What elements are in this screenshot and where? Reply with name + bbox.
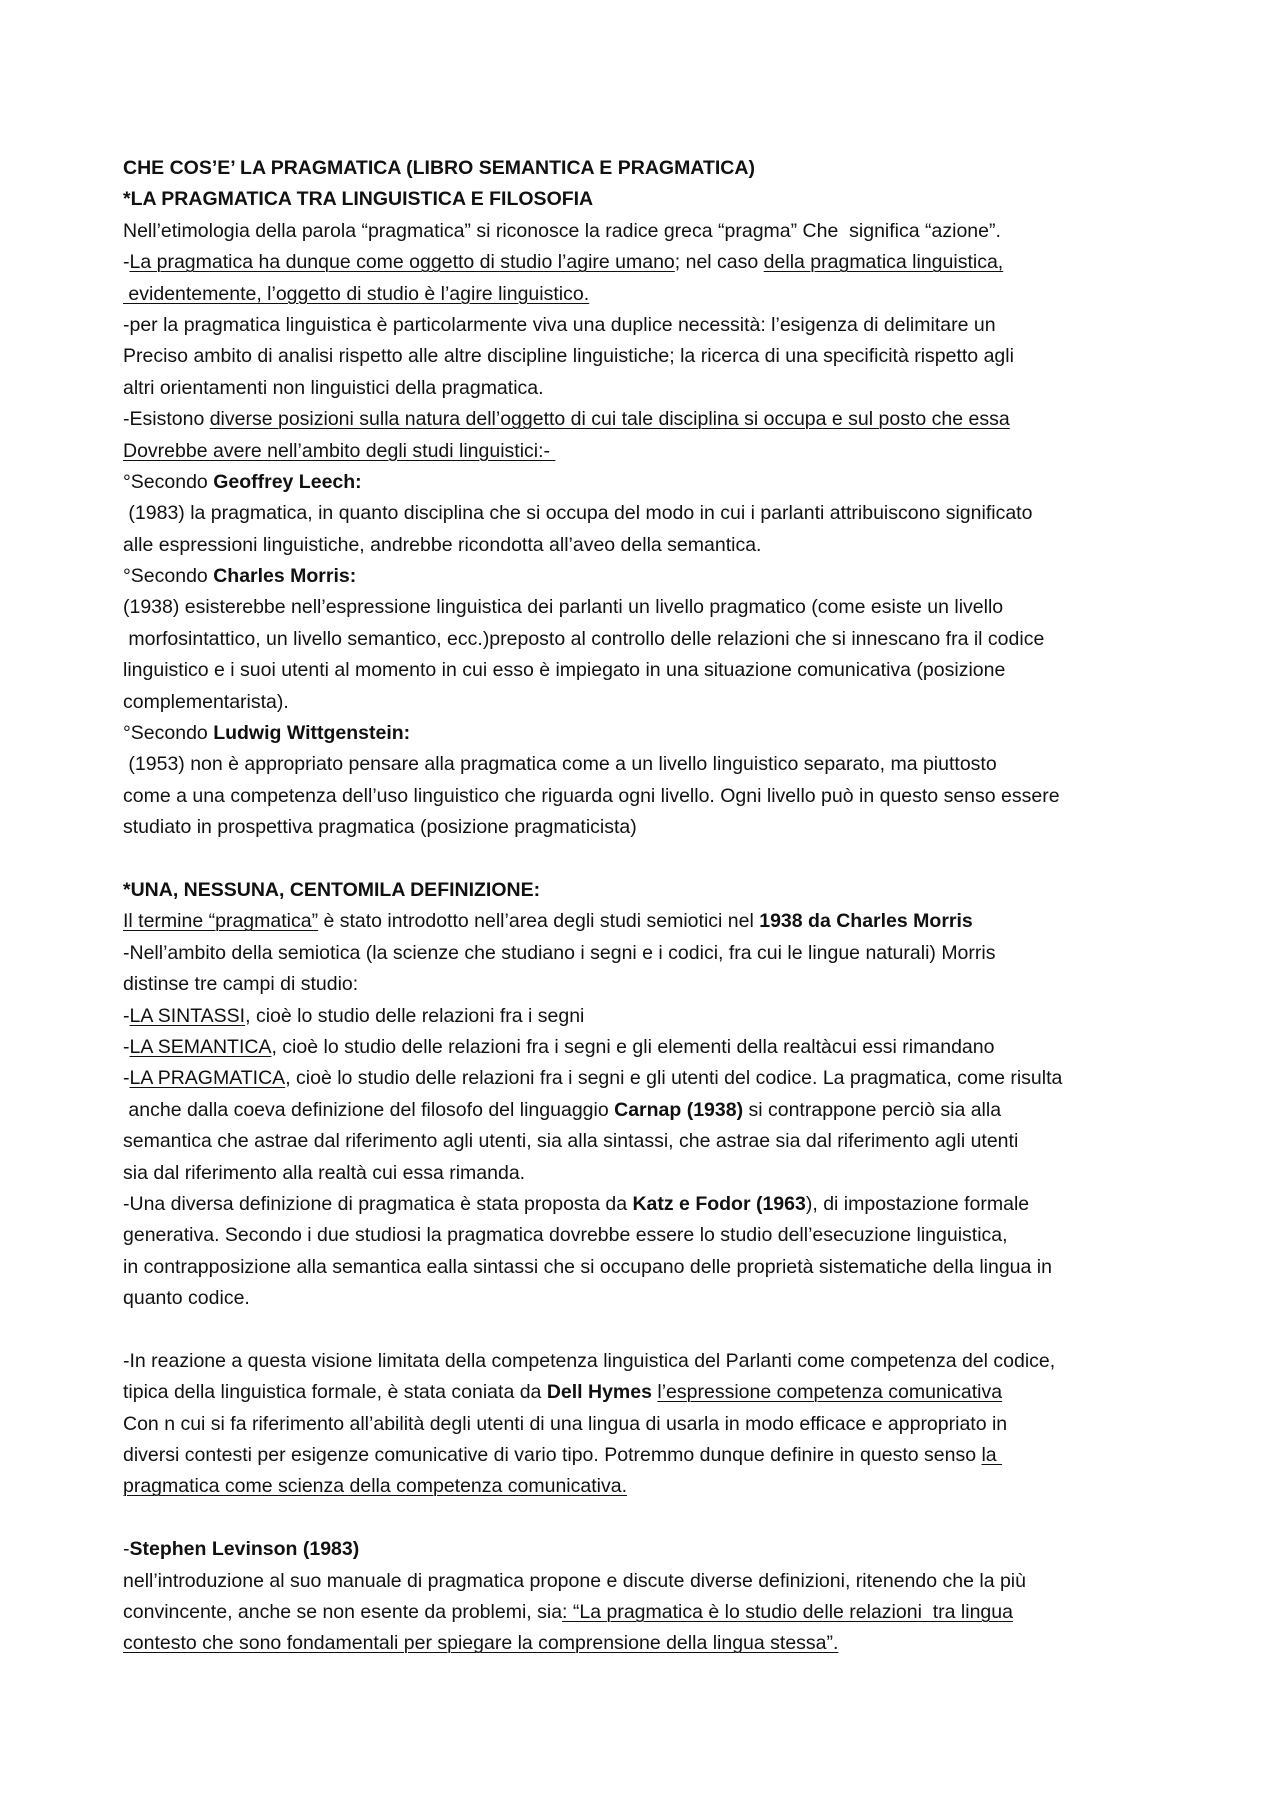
paragraph [123,906,1183,937]
text-run: Geoffrey Leech: [213,470,362,493]
text-run: -Esistono [123,408,210,431]
text-run: Carnap (1938) [614,1098,744,1121]
paragraph [123,1095,1183,1126]
spacer [123,844,1183,875]
paragraph [123,1377,1183,1408]
paragraph: Dovrebbe avere nell’ambito degli studi linguistici:- [123,439,556,462]
list-item [123,1032,1183,1063]
text-run: LA SINTASSI [129,1004,246,1027]
paragraph: semantica che astrae dal riferimento agli utenti, sia alla sintassi, che astrae sia dal riferimento agli utenti [123,1130,1019,1153]
text-run: l’espressione competenza comunicativa [657,1381,1003,1404]
paragraph: Con n cui si fa riferimento all’abilità degli utenti di una lingua di usarla in modo efficace e appropriato in [123,1412,1008,1435]
paragraph: altri orientamenti non linguistici della pragmatica. [123,376,544,399]
paragraph: (1983) la pragmatica, in quanto disciplina che si occupa del modo in cui i parlanti attribuiscono significato [123,502,1033,525]
text-run: anche dalla coeva definizione del filosofo del linguaggio [123,1098,615,1121]
text-run: diversi contesti per esigenze comunicative di vario tipo. Potremmo dunque definire in questo senso [123,1444,982,1467]
list-item [123,1063,1183,1094]
paragraph: generativa. Secondo i due studiosi la pragmatica dovrebbe essere lo studio dell’esecuzione linguistica, [123,1224,1008,1247]
text-run: la [981,1444,1003,1467]
paragraph [123,404,1183,435]
paragraph: complementarista). [123,690,289,713]
text-run: LA SEMANTICA [129,1035,272,1058]
paragraph: studiato in prospettiva pragmatica (posizione pragmaticista) [123,816,637,839]
text-run: si contrappone perciò sia alla [743,1098,1002,1121]
text-run: è stato introdotto nell’area degli studi semiotici nel [318,910,760,933]
paragraph: nell’introduzione al suo manuale di pragmatica propone e discute diverse definizioni, ritenendo che la più [123,1569,1026,1592]
paragraph: contesto che sono fondamentali per spiegare la comprensione della lingua stessa”. [123,1632,839,1655]
paragraph: linguistico e i suoi utenti al momento in cui esso è impiegato in una situazione comunicativa (posizione [123,659,1006,682]
paragraph: alle espressioni linguistiche, andrebbe ricondotta all’aveo della semantica. [123,533,762,556]
paragraph: morfosintattico, un livello semantico, ecc.)preposto al controllo delle relazioni che si innescano fra il codice [123,627,1045,650]
document-body [123,153,1183,1660]
text-run: Charles Morris: [213,565,357,588]
paragraph: -per la pragmatica linguistica è particolarmente viva una duplice necessità: l’esigenza di delimitare un [123,313,996,336]
text-run: - [123,1067,130,1090]
text-run: tipica della linguistica formale, è stata coniata da [123,1381,547,1404]
text-run: LA PRAGMATICA [129,1067,286,1090]
paragraph [123,1597,1183,1628]
paragraph: Nell’etimologia della parola “pragmatica” si riconosce la radice greca “pragma” Che significa “azione”. [123,219,1001,242]
paragraph [123,1189,1183,1220]
text-run: - [123,1004,130,1027]
text-run: diverse posizioni sulla natura dell’oggetto di cui tale disciplina si occupa e sul posto che essa [209,408,1010,431]
paragraph: distinse tre campi di studio: [123,973,359,996]
text-run: ; nel caso [674,251,764,274]
text-run: -Una diversa definizione di pragmatica è stata proposta da [123,1192,633,1215]
paragraph: come a una competenza dell’uso linguistico che riguarda ogni livello. Ogni livello può in questo senso essere [123,784,1060,807]
text-run: - [123,251,130,274]
paragraph [123,247,1183,278]
paragraph: in contrapposizione alla semantica ealla sintassi che si occupano delle proprietà sistematiche della lingua in [123,1255,1052,1278]
text-run: - [123,1035,130,1058]
text-run: convincente, anche se non esente da problemi, sia [123,1600,563,1623]
paragraph: sia dal riferimento alla realtà cui essa rimanda. [123,1161,526,1184]
paragraph: (1938) esisterebbe nell’espressione linguistica dei parlanti un livello pragmatico (come esiste un livello [123,596,1004,619]
text-run: : “La pragmatica è lo studio delle relazioni tra lingua [562,1600,1013,1623]
document-heading: CHE COS’E’ LA PRAGMATICA (LIBRO SEMANTICA E PRAGMATICA) [123,157,755,179]
paragraph: -In reazione a questa visione limitata della competenza linguistica del Parlanti come competenza del codice, [123,1349,1056,1372]
paragraph: pragmatica come scienza della competenza comunicativa. [123,1475,628,1498]
paragraph: quanto codice. [123,1287,250,1310]
text-run: °Secondo [123,722,214,745]
text-run: - [123,1538,130,1561]
text-run: Ludwig Wittgenstein: [213,722,411,745]
paragraph: (1953) non è appropriato pensare alla pragmatica come a un livello linguistico separato, ma piuttosto [123,753,997,776]
author-heading [123,561,1183,592]
paragraph: -Nell’ambito della semiotica (la scienze che studiano i segni e i codici, fra cui le lingue naturali) Morris [123,941,996,964]
section-heading: *UNA, NESSUNA, CENTOMILA DEFINIZIONE: [123,878,541,901]
text-run: Dell Hymes [546,1381,652,1404]
paragraph [123,1440,1183,1471]
author-heading [123,467,1183,498]
paragraph: evidentemente, l’oggetto di studio è l’agire linguistico. [123,282,590,305]
text-run: °Secondo [123,470,214,493]
paragraph: Preciso ambito di analisi rispetto alle altre discipline linguistiche; la ricerca di una specificità rispetto agli [123,345,1014,368]
text-run: , cioè lo studio delle relazioni fra i segni e gli utenti del codice. La pragmatica, come risulta [285,1067,1063,1090]
text-run: ), di impostazione formale [805,1192,1030,1215]
text-run: Il termine “pragmatica” [123,910,319,933]
spacer [123,1314,1183,1345]
text-run: °Secondo [123,565,214,588]
section-heading: *LA PRAGMATICA TRA LINGUISTICA E FILOSOFIA [123,188,594,211]
spacer [123,1503,1183,1534]
text-run: 1938 da Charles Morris [759,910,973,933]
author-heading [123,718,1183,749]
text-run: , cioè lo studio delle relazioni fra i segni [245,1004,585,1027]
text-run: La pragmatica ha dunque come oggetto di studio l’agire umano [129,251,675,274]
text-run: Katz e Fodor (1963 [632,1192,806,1215]
text-run: Stephen Levinson (1983) [129,1538,360,1561]
list-item [123,1001,1183,1032]
text-run: della pragmatica linguistica, [763,251,1004,274]
paragraph [123,1534,1183,1565]
text-run: , cioè lo studio delle relazioni fra i segni e gli elementi della realtàcui essi rimandano [271,1035,995,1058]
